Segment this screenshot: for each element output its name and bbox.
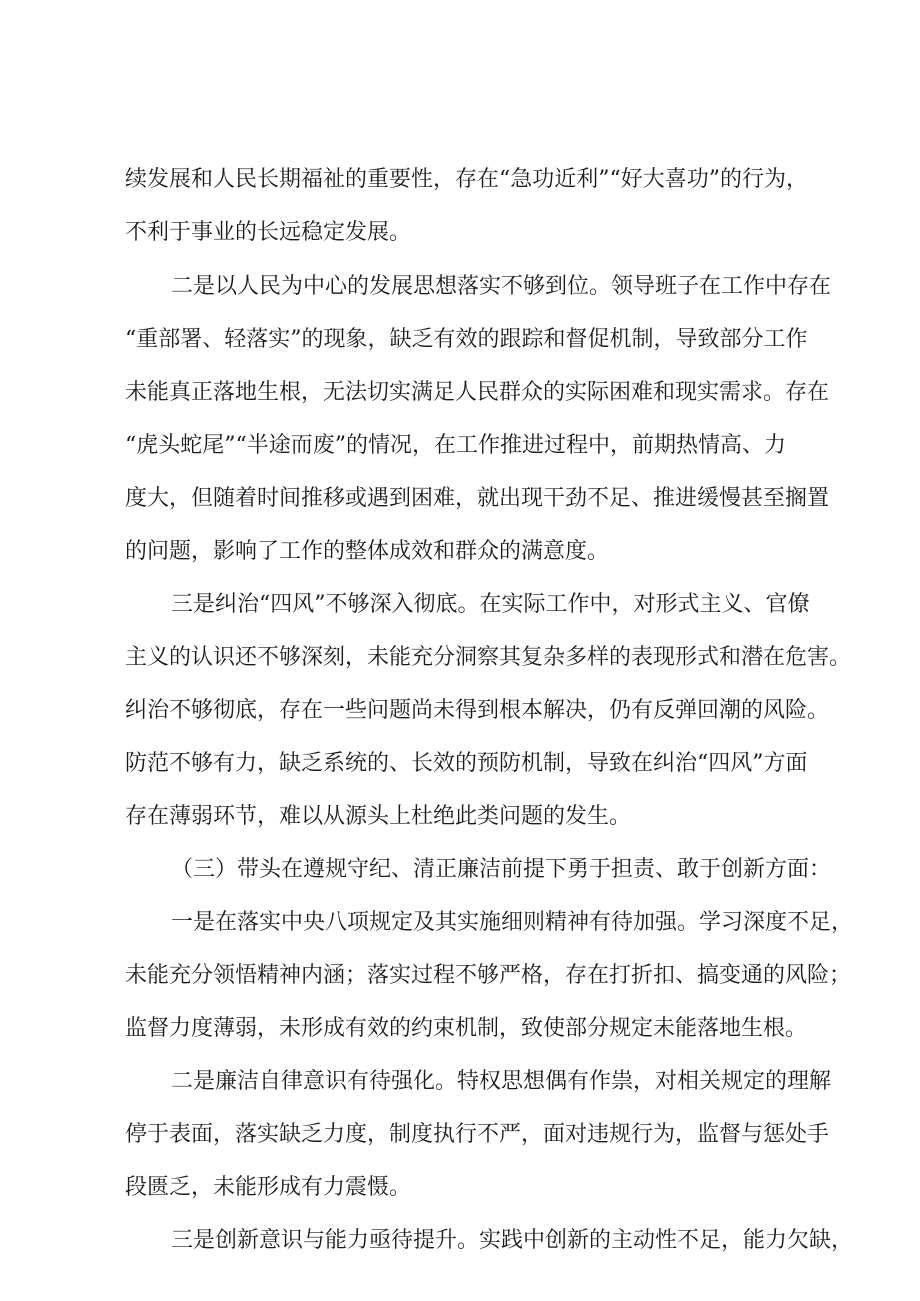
text-line-20: 段匮乏，未能形成有力震慑。 — [125, 1175, 412, 1200]
text-line-18: 二是廉洁自律意识有待强化。特权思想偶有作祟，对相关规定的理解 — [171, 1069, 832, 1094]
text-line-3: 二是以人民为中心的发展思想落实不够到位。领导班子在工作中存在 — [171, 274, 832, 299]
text-line-5: 未能真正落地生根，无法切实满足人民群众的实际困难和现实需求。存在 — [125, 380, 830, 405]
text-line-4: “重部署、轻落实”的现象，缺乏有效的跟踪和督促机制，导致部分工作 — [125, 327, 808, 352]
text-line-6: “虎头蛇尾”“半途而废”的情况，在工作推进过程中，前期热情高、力 — [125, 433, 786, 458]
text-line-9: 三是纠治“四风”不够深入彻底。在实际工作中，对形式主义、官僚 — [171, 592, 810, 617]
text-line-7: 度大，但随着时间推移或遇到困难，就出现干劲不足、推进缓慢甚至搁置 — [125, 486, 830, 511]
text-line-15: 一是在落实中央八项规定及其实施细则精神有待加强。学习深度不足， — [171, 910, 854, 935]
text-line-19: 停于表面，落实缺乏力度，制度执行不严，面对违规行为，监督与惩处手 — [125, 1122, 830, 1147]
text-line-21: 三是创新意识与能力亟待提升。实践中创新的主动性不足，能力欠缺， — [171, 1228, 854, 1253]
text-line-13: 存在薄弱环节，难以从源头上杜绝此类问题的发生。 — [125, 804, 632, 829]
section-heading: （三）带头在遵规守纪、清正廉洁前提下勇于担责、敢于创新方面： — [171, 857, 832, 882]
text-line-11: 纠治不够彻底，存在一些问题尚未得到根本解决，仍有反弹回潮的风险。 — [125, 698, 830, 723]
text-line-12: 防范不够有力，缺乏系统的、长效的预防机制，导致在纠治“四风”方面 — [125, 751, 808, 776]
text-line-16: 未能充分领悟精神内涵；落实过程不够严格，存在打折扣、搞变通的风险； — [125, 963, 852, 988]
text-line-2: 不利于事业的长远稳定发展。 — [125, 220, 412, 245]
text-line-8: 的问题，影响了工作的整体成效和群众的满意度。 — [125, 539, 610, 564]
text-line-1: 续发展和人民长期福祉的重要性，存在“急功近利”“好大喜功”的行为， — [125, 167, 808, 192]
text-line-17: 监督力度薄弱，未形成有效的约束机制，致使部分规定未能落地生根。 — [125, 1016, 808, 1041]
text-line-10: 主义的认识还不够深刻，未能充分洞察其复杂多样的表现形式和潜在危害。 — [125, 645, 852, 670]
